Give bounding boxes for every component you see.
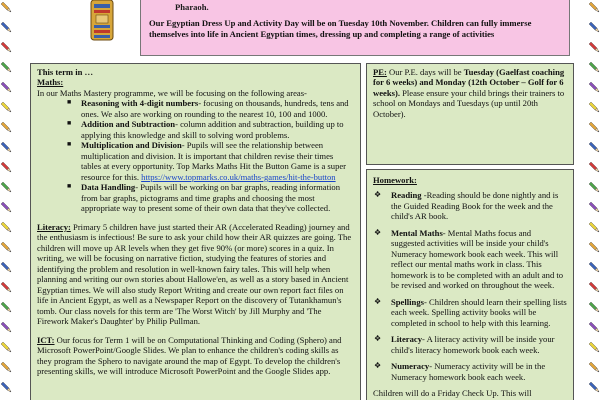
pencil-icon — [589, 260, 600, 280]
pencil-icon — [1, 200, 12, 220]
pencil-icon — [1, 220, 12, 240]
friday-check-up-text: Children will do a Friday Check Up. This will — [373, 388, 532, 399]
pencil-icon — [589, 0, 600, 20]
maths-topic-item: ■ Data Handling- Pupils will be working on bar graphs, reading information from bar graphs, pictograms and time graphs and choosing the most appropriate way to present some of their own data that they've collected. — [37, 182, 354, 213]
maths-topic-item: ■ Multiplication and Division- Pupils will see the relationship between multiplication and division. It is important that children revise their times tables at every opportunity. Top Marks Maths Hit the Button Game is a super resource for this. https://www.topmarks.co.uk/maths-games/hit-the-button — [37, 140, 354, 182]
ict-paragraph: ICT: Our focus for Term 1 will be on Computational Thinking and Coding (Sphero) and Microsoft PowerPoint/Google Slides. We plan to enhance the children's coding skills as they program the Sphero to navigate around the map of Egypt. To develop the children's presenting skills, we will introduce Microsoft PowerPoint and the Google Slides app. — [37, 334, 342, 377]
homework-heading: Homework: — [373, 175, 417, 185]
curriculum-box — [30, 63, 361, 400]
pencil-border-right — [588, 0, 600, 400]
pencil-icon — [1, 0, 12, 20]
pencil-icon — [589, 120, 600, 140]
ict-heading: ICT: — [37, 334, 55, 345]
pencil-icon — [589, 240, 600, 260]
pencil-icon — [589, 160, 600, 180]
homework-item: ❖ Literacy- A literacy activity will be inside your child's literacy homework book each week. — [373, 334, 567, 355]
pencil-icon — [1, 20, 12, 40]
maths-topic-list — [37, 98, 354, 213]
pencil-icon — [589, 220, 600, 240]
homework-item: ❖ Numeracy- Numeracy activity will be in the Numeracy homework book each week. — [373, 361, 567, 382]
pencil-icon — [1, 100, 12, 120]
maths-intro: In our Maths Mastery programme, we will be focusing on the following areas- — [37, 87, 307, 98]
pencil-icon — [589, 320, 600, 340]
pencil-icon — [1, 60, 12, 80]
pencil-icon — [589, 360, 600, 380]
pencil-icon — [589, 100, 600, 120]
homework-list — [373, 190, 567, 382]
pencil-icon — [1, 240, 12, 260]
homework-item: ❖ Spellings- Children should learn their spelling lists each week. Spelling activity books will be completed in school to help with this learning. — [373, 297, 567, 328]
maths-heading: Maths: — [37, 77, 64, 88]
pencil-icon — [1, 300, 12, 320]
pe-paragraph: PE: Our P.E. days will be Tuesday (Gaelfast coaching for 6 weeks) and Monday (12th October – Golf for 6 weeks). Please ensure your child brings their trainers to school on Mondays and Tuesdays (up until 20th October). — [373, 67, 565, 119]
pencil-icon — [589, 280, 600, 300]
hit-the-button-link[interactable]: https://www.topmarks.co.uk/maths-games/hit-the-button — [141, 171, 336, 182]
pencil-icon — [1, 160, 12, 180]
homework-box — [366, 169, 574, 400]
pencil-icon — [589, 40, 600, 60]
pencil-icon — [589, 340, 600, 360]
literacy-paragraph: Literacy: Primary 5 children have just started their AR (Accelerated Reading) journey and the enthusiasm is infectious! Be sure to ask your child how their AR quizzes are going. The children will move up AR levels when they get five 90% (or more) scores in a quiz. In writing, we will be focusing on narrative fiction, studying the features of stories and identifying the problem and resolution in well-known fairy tales. This will help when planning and writing our own stories about Hallowe'en, as well as a story based in Ancient Egyptian times. We will also study Report Writing and create our own report fact files on life in Ancient Egypt, as well as a Newspaper Report on the discovery of Tutankhamun's tomb. Our class novels for this term are 'The Worst Witch' by Jill Murphy and 'The Firework Maker's Daughter' by Philip Pullman. — [37, 221, 352, 327]
pencil-icon — [1, 360, 12, 380]
sarcophagus-image — [88, 0, 116, 42]
pencil-icon — [1, 120, 12, 140]
maths-topic-item: ■ Addition and Subtraction- column addition and subtraction, building up to applying this knowledge and skill to solving word problems. — [37, 119, 354, 140]
term-intro: This term in … — [37, 67, 94, 77]
pencil-border-left — [0, 0, 12, 400]
event-banner — [140, 0, 570, 56]
pencil-icon — [589, 300, 600, 320]
literacy-heading: Literacy: — [37, 221, 71, 232]
pe-box — [366, 63, 574, 165]
pharaoh-text: Pharaoh. — [175, 2, 209, 12]
pencil-icon — [1, 340, 12, 360]
dress-up-day-announcement: Our Egyptian Dress Up and Activity Day will be on Tuesday 10th November. Children can fully immerse themselves into life in Ancient Egyptian times, dressing up and completing a range of activities — [149, 18, 532, 39]
pencil-icon — [1, 180, 12, 200]
pencil-icon — [589, 60, 600, 80]
pencil-icon — [1, 80, 12, 100]
pencil-icon — [1, 40, 12, 60]
homework-item: ❖ Mental Maths- Mental Maths focus and suggested activities will be inside your child's Numeracy homework book each week. This will reflect our mental maths work in class. This homework is to be completed with an adult and to be revised and worked on throughout the week. — [373, 228, 567, 291]
pencil-icon — [1, 280, 12, 300]
maths-topic-item: ■ Reasoning with 4-digit numbers- focusing on thousands, hundreds, tens and ones. We also are working on rounding to the nearest 10, 100 and 1000. — [37, 98, 354, 119]
pencil-icon — [589, 180, 600, 200]
pencil-icon — [1, 260, 12, 280]
pencil-icon — [589, 140, 600, 160]
pencil-icon — [589, 200, 600, 220]
pencil-icon — [589, 380, 600, 400]
pencil-icon — [1, 140, 12, 160]
pencil-icon — [589, 20, 600, 40]
pencil-icon — [589, 80, 600, 100]
homework-item: ❖ Reading -Reading should be done nightly and is the Guided Reading Book for the week and the child's AR book. — [373, 190, 567, 221]
pe-heading: PE: — [373, 67, 387, 77]
pencil-icon — [1, 320, 12, 340]
pencil-icon — [1, 380, 12, 400]
